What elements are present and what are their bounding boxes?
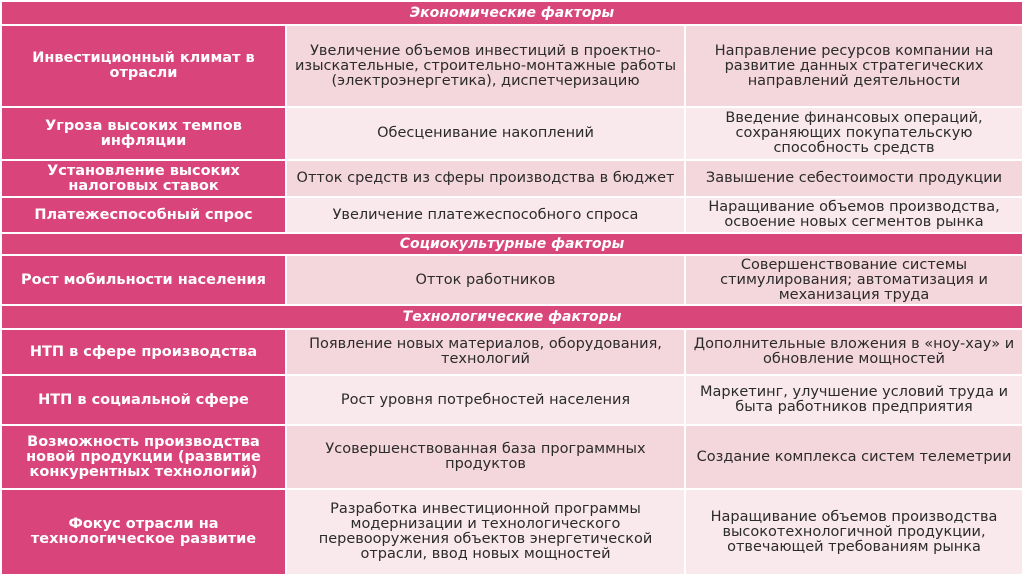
table-row <box>1 255 1023 305</box>
table-row <box>1 25 1023 107</box>
factor-cell: Фокус отрасли на технологическое развитие <box>1 489 286 575</box>
table-row <box>1 375 1023 425</box>
response-cell: Дополнительные вложения в «ноу-хау» и обновление мощностей <box>685 329 1023 375</box>
impact-cell: Рост уровня потребностей населения <box>286 375 685 425</box>
table-row <box>1 425 1023 489</box>
impact-cell: Увеличение платежеспособного спроса <box>286 197 685 233</box>
response-cell: Завышение себестоимости продукции <box>685 160 1023 197</box>
section-title: Социокультурные факторы <box>1 233 1023 255</box>
response-cell: Наращивание объемов производства высокотехнологичной продукции, отвечающей требованиям рынка <box>685 489 1023 575</box>
impact-cell: Обесценивание накоплений <box>286 107 685 160</box>
factor-cell: Платежеспособный спрос <box>1 197 286 233</box>
impact-cell: Увеличение объемов инвестиций в проектно-изыскательные, строительно-монтажные работы (электроэнергетика), диспетчеризацию <box>286 25 685 107</box>
impact-cell: Появление новых материалов, оборудования, технологий <box>286 329 685 375</box>
table-row <box>1 107 1023 160</box>
factor-cell: НТП в социальной сфере <box>1 375 286 425</box>
section-title: Экономические факторы <box>1 1 1023 25</box>
factor-cell: Установление высоких налоговых ставок <box>1 160 286 197</box>
table-row <box>1 489 1023 575</box>
factor-cell: Инвестиционный климат в отрасли <box>1 25 286 107</box>
factor-cell: Угроза высоких темпов инфляции <box>1 107 286 160</box>
response-cell: Наращивание объемов производства, освоение новых сегментов рынка <box>685 197 1023 233</box>
section-header-sociocultural <box>1 233 1023 255</box>
response-cell: Создание комплекса систем телеметрии <box>685 425 1023 489</box>
factor-cell: Возможность производства новой продукции (развитие конкурентных технологий) <box>1 425 286 489</box>
impact-cell: Усовершенствованная база программных продуктов <box>286 425 685 489</box>
section-title: Технологические факторы <box>1 305 1023 329</box>
table-row <box>1 160 1023 197</box>
impact-cell: Разработка инвестиционной программы модернизации и технологического перевооружения объектов энергетической отрасли, ввод новых мощностей <box>286 489 685 575</box>
impact-cell: Отток работников <box>286 255 685 305</box>
response-cell: Маркетинг, улучшение условий труда и быта работников предприятия <box>685 375 1023 425</box>
table-row <box>1 329 1023 375</box>
factor-cell: НТП в сфере производства <box>1 329 286 375</box>
table-row <box>1 197 1023 233</box>
response-cell: Направление ресурсов компании на развитие данных стратегических направлений деятельности <box>685 25 1023 107</box>
section-header-technological <box>1 305 1023 329</box>
section-header-economic <box>1 1 1023 25</box>
response-cell: Введение финансовых операций, сохраняющих покупательскую способность средств <box>685 107 1023 160</box>
factor-cell: Рост мобильности населения <box>1 255 286 305</box>
impact-cell: Отток средств из сферы производства в бюджет <box>286 160 685 197</box>
response-cell: Совершенствование системы стимулирования; автоматизация и механизация труда <box>685 255 1023 305</box>
